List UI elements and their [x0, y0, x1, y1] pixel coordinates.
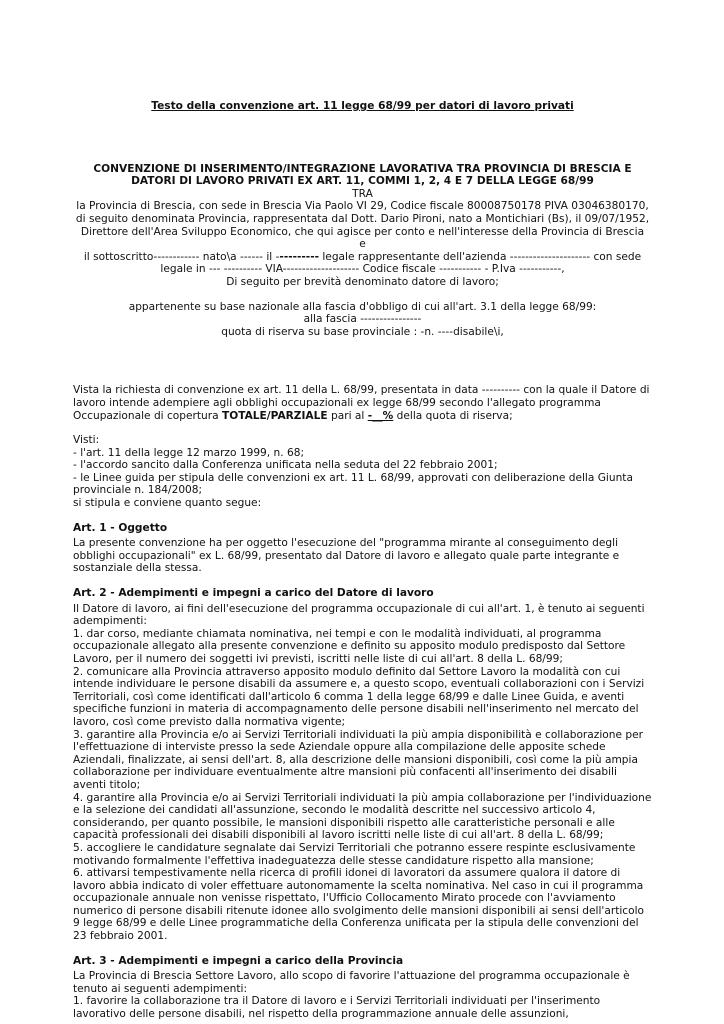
article-2-paragraph: 3. garantire alla Provincia e/o ai Servizi Territoriali individuati la più ampia disponibilità e collaborazione per l'effettuazione di interviste presso la sede Aziendale oppure alla compilazione delle apposite schede Aziendali, finalizzate, ai sensi dell'art. 8, alla descrizione delle mansioni disponibili, così come la più ampia collaborazione per individuare eventualmente altre mansioni più confacenti all'inserimento dei disabili aventi titolo; [73, 728, 643, 791]
vista-text-c: pari al [327, 409, 368, 422]
visti-section [73, 434, 652, 510]
sottoscritto-text-a: il sottoscritto------------ nato\a ------ il - [83, 250, 280, 263]
article-2-paragraph: Il Datore di lavoro, ai fini dell'esecuzione del programma occupazionale di cui all'art. 1, è tenuto ai seguenti adempimenti: [73, 602, 645, 628]
sottoscritto-party [73, 251, 652, 276]
document-title: Testo della convenzione art. 11 legge 68/99 per datori di lavoro privati [151, 100, 574, 112]
sottoscritto-date-blank: --------- [279, 250, 319, 263]
article-3-heading: Art. 3 - Adempimenti e impegni a carico della Provincia [73, 954, 404, 967]
tra-label: TRA [352, 187, 373, 200]
article-3-paragraph: 1. favorire la collaborazione tra il Datore di lavoro e i Servizi Territoriali individuati per l'inserimento lavorativo delle persone disabili, nel rispetto della programmazione annuale delle assunzioni, [73, 995, 601, 1021]
vista-text-e: della quota di riserva; [393, 409, 513, 422]
vista-paragraph [73, 384, 652, 422]
visti-label: Visti: [73, 434, 100, 447]
article-3-paragraph: La Provincia di Brescia Settore Lavoro, allo scopo di favorire l'attuazione del programma occupazionale è tenuto ai seguenti adempimenti: [73, 970, 630, 995]
vista-percentage: -__% [367, 409, 394, 422]
article-2-paragraph: 5. accogliere le candidature segnalate dai Servizi Territoriali che potranno essere respinte esclusivamente motivando formalmente l'effettiva inadeguatezza delle stesse candidature rispetto alla mansione; [73, 841, 636, 867]
sottoscritto-text-c: legale rappresentante dell'azienda --------------------- con sede legale in --- ---------- VIA-------------------- Codice fiscale ----------- - P.Iva -----------, [160, 250, 642, 276]
article-2-paragraph: 1. dar corso, mediante chiamata nominativa, nei tempi e con le modalità individuati, al programma occupazionale allegato alla presente convenzione e definito su apposito modulo predisposto dal Settore Lavoro, per il numero dei soggetti ivi previsti, iscritti nelle liste di cui all'art. 8 della L. 68/99; [73, 627, 626, 665]
e-label: e [359, 238, 366, 251]
article-2-paragraph: 4. garantire alla Provincia e/o ai Servizi Territoriali individuati la più ampia collaborazione per l'individuazione e la selezione dei candidati all'assunzione, secondo le modalità descritte nel successivo articolo 4, considerando, per quanto possibile, le mansioni disponibili rispetto alle caratteristiche personali e alle capacità professionali dei disabili disponibili al lavoro iscritti nelle liste di cui all'art. 8 della L. 68/99; [73, 791, 652, 842]
article-2-paragraph: 6. attivarsi tempestivamente nella ricerca di profili idonei di lavoratori da assumere qualora il datore di lavoro abbia indicato di voler effettuare autonomamente la scelta nominativa. Nel caso in cui il programma occupazionale annuale non venisse rispettato, l'Ufficio Collocamento Mirato procede con l'avviamento numerico di persone disabili ritenute idonee allo svolgimento delle mansioni disponibili ai sensi dell'articolo 9 legge 68/99 e delle Linee programmatiche della Conferenza unificata per la stipula delle convenzioni del 23 febbraio 2001. [73, 867, 645, 943]
appartenente-line-2: alla fascia ---------------- [303, 313, 422, 326]
vista-text-a: Vista la richiesta di convenzione ex art. 11 della L. 68/99, presentata in data ---------- con la quale il Datore di lavoro intende adempiere agli obblighi occupazionali ex legge 68/99 secondo l'allegato programma Occupazionale di copertura [73, 384, 650, 422]
article-3 [73, 955, 652, 1021]
visti-item: - l'art. 11 della legge 12 marzo 1999, n. 68; [73, 446, 305, 459]
provincia-party: la Provincia di Brescia, con sede in Brescia Via Paolo VI 29, Codice fiscale 80008750178 PIVA 03046380170, di seguito denominata Provincia, rappresentata dal Dott. Dario Pironi, nato a Montichiari (Bs), il 09/07/1952, Direttore dell'Area Sviluppo Economico, che qui agisce per conto e nell'interesse della Provincia di Brescia [75, 200, 650, 238]
datore-label: Di seguito per brevità denominato datore di lavoro; [226, 275, 499, 288]
article-1 [73, 522, 652, 575]
visti-item: - le Linee guida per stipula delle convenzioni ex art. 11 L. 68/99, approvati con deliberazione della Giunta provinciale n. 184/2008; [73, 471, 633, 497]
article-2-paragraph: 2. comunicare alla Provincia attraverso apposito modulo definito dal Settore Lavoro la modalità con cui intende individuare le persone disabili da assumere e, a questo scopo, eventuali collaborazioni con i Servizi Territoriali, così come identificati dall'articolo 6 comma 1 della legge 68/99 e dalle Linee Guida, e aventi specifiche funzioni in materia di accompagnamento delle persone disabili nell'inserimento nel mercato del lavoro, così come previsto dalla normativa vigente; [73, 665, 645, 728]
appartenente-line-3: quota di riserva su base provinciale : -n. ----disabile\i, [221, 325, 504, 338]
visti-item: si stipula e conviene quanto segue: [73, 497, 262, 510]
article-1-text: La presente convenzione ha per oggetto l'esecuzione del "programma mirante al conseguimento degli obblighi occupazionali" ex L. 68/99, presentato dal Datore di lavoro e allegato quale parte integrante e sostanziale della stessa. [73, 537, 620, 575]
vista-coverage-type: TOTALE/PARZIALE [221, 409, 328, 422]
article-1-heading: Art. 1 - Oggetto [73, 521, 168, 534]
article-2 [73, 587, 652, 943]
visti-item: - l'accordo sancito dalla Conferenza unificata nella seduta del 22 febbraio 2001; [73, 459, 498, 472]
article-2-heading: Art. 2 - Adempimenti e impegni a carico del Datore di lavoro [73, 587, 434, 600]
convention-title: CONVENZIONE DI INSERIMENTO/INTEGRAZIONE LAVORATIVA TRA PROVINCIA DI BRESCIA E DATORI DI LAVORO PRIVATI EX ART. 11, COMMI 1, 2, 4 E 7 DELLA LEGGE 68/99 [93, 162, 632, 188]
appartenente-line-1: appartenente su base nazionale alla fascia d'obbligo di cui all'art. 3.1 della legge 68/99: [128, 300, 597, 313]
